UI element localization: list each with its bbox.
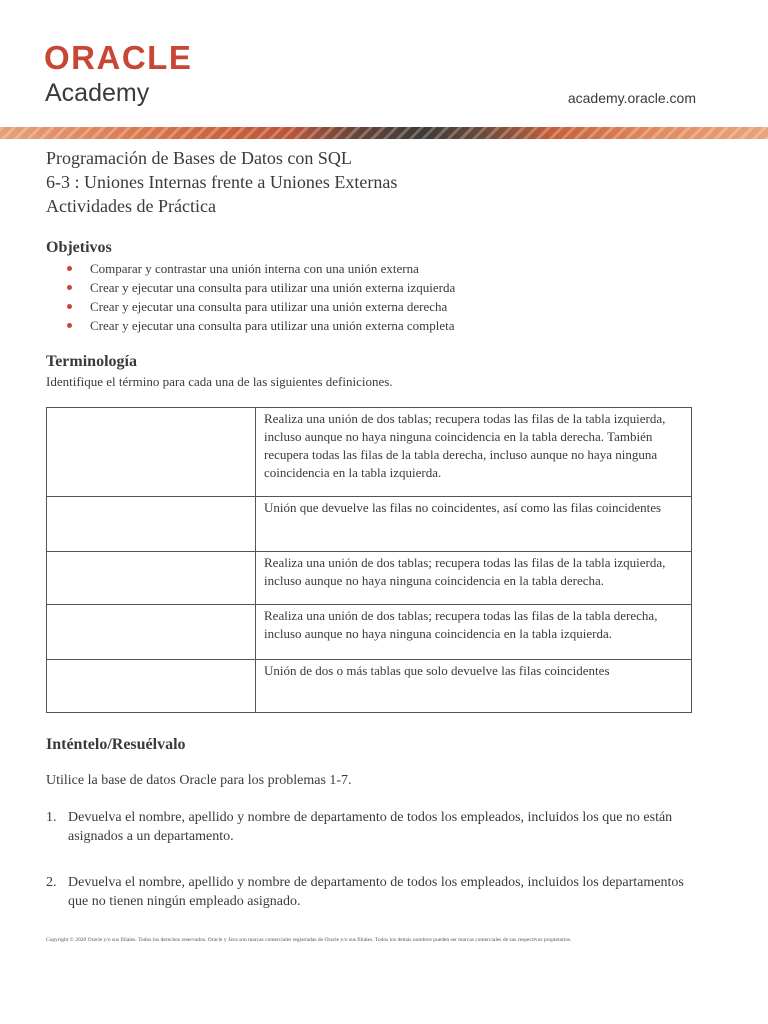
table-row bbox=[47, 605, 692, 660]
objective-text: Crear y ejecutar una consulta para utilizar una unión externa derecha bbox=[90, 299, 448, 314]
objective-item bbox=[46, 297, 455, 316]
term-answer-cell[interactable] bbox=[47, 497, 256, 552]
oracle-logo: ORACLE bbox=[44, 39, 193, 76]
terminology-heading: Terminología bbox=[46, 353, 137, 370]
decorative-banner bbox=[0, 127, 768, 139]
table-row bbox=[47, 408, 692, 497]
table-row bbox=[47, 552, 692, 605]
definition-cell: Realiza una unión de dos tablas; recupera todas las filas de la tabla izquierda, incluso aunque no haya ninguna coincidencia en la tabla derecha. bbox=[256, 552, 692, 605]
term-answer-cell[interactable] bbox=[47, 660, 256, 713]
objective-text: Comparar y contrastar una unión interna con una unión externa bbox=[90, 261, 419, 276]
definition-cell: Unión que devuelve las filas no coincidentes, así como las filas coincidentes bbox=[256, 497, 692, 552]
activity-title: Actividades de Práctica bbox=[46, 196, 216, 216]
definition-cell: Realiza una unión de dos tablas; recupera todas las filas de la tabla izquierda, incluso aunque no haya ninguna coincidencia en la tabla derecha. También recupera todas las filas de la tabla derecha, incluso aunque no haya ninguna coincidencia en la tabla izquierda. bbox=[256, 408, 692, 497]
term-answer-cell[interactable] bbox=[47, 552, 256, 605]
objective-item bbox=[46, 316, 455, 335]
definition-cell: Unión de dos o más tablas que solo devuelve las filas coincidentes bbox=[256, 660, 692, 713]
problem-item bbox=[46, 808, 696, 846]
problem-number: 2. bbox=[46, 875, 57, 890]
try-it-intro: Utilice la base de datos Oracle para los problemas 1-7. bbox=[46, 773, 352, 788]
bullet-icon bbox=[67, 304, 72, 309]
term-answer-cell[interactable] bbox=[47, 605, 256, 660]
course-title: Programación de Bases de Datos con SQL bbox=[46, 148, 352, 168]
terminology-table bbox=[46, 407, 692, 713]
terminology-intro: Identifique el término para cada una de las siguientes definiciones. bbox=[46, 374, 393, 389]
objectives-list bbox=[46, 259, 455, 335]
problems-list bbox=[46, 808, 696, 938]
document-body bbox=[46, 146, 696, 909]
objective-text: Crear y ejecutar una consulta para utilizar una unión externa izquierda bbox=[90, 280, 456, 295]
objective-item bbox=[46, 259, 455, 278]
site-url: academy.oracle.com bbox=[567, 90, 696, 106]
problem-text: Devuelva el nombre, apellido y nombre de departamento de todos los empleados, incluidos los departamentos que no tienen ningún empleado asignado. bbox=[68, 875, 684, 909]
lesson-title: 6-3 : Uniones Internas frente a Uniones Externas bbox=[46, 172, 398, 192]
table-row bbox=[47, 497, 692, 552]
bullet-icon bbox=[67, 266, 72, 271]
try-it-heading: Inténtelo/Resuélvalo bbox=[46, 736, 186, 753]
objective-text: Crear y ejecutar una consulta para utilizar una unión externa completa bbox=[90, 318, 455, 333]
definition-cell: Realiza una unión de dos tablas; recupera todas las filas de la tabla derecha, incluso aunque no haya ninguna coincidencia en la tabla izquierda. bbox=[256, 605, 692, 660]
table-row bbox=[47, 660, 692, 713]
problem-number: 1. bbox=[46, 810, 57, 825]
objective-item bbox=[46, 278, 455, 297]
page-header bbox=[0, 0, 768, 128]
problem-text: Devuelva el nombre, apellido y nombre de departamento de todos los empleados, incluidos los que no están asignados a un departamento. bbox=[68, 810, 673, 844]
objectives-heading: Objetivos bbox=[46, 239, 112, 256]
term-answer-cell[interactable] bbox=[47, 408, 256, 497]
copyright-notice: Copyright © 2020 Oracle y/o sus filiales. Todos los derechos reservados. Oracle y Java son marcas comerciales registradas de Oracle y/o sus filiales. Todos los demás nombres pueden ser marcas comerciales de sus respectivos propietarios. bbox=[46, 937, 572, 943]
bullet-icon bbox=[67, 285, 72, 290]
problem-item bbox=[46, 873, 696, 911]
bullet-icon bbox=[67, 323, 72, 328]
academy-logo-text: Academy bbox=[45, 79, 150, 107]
